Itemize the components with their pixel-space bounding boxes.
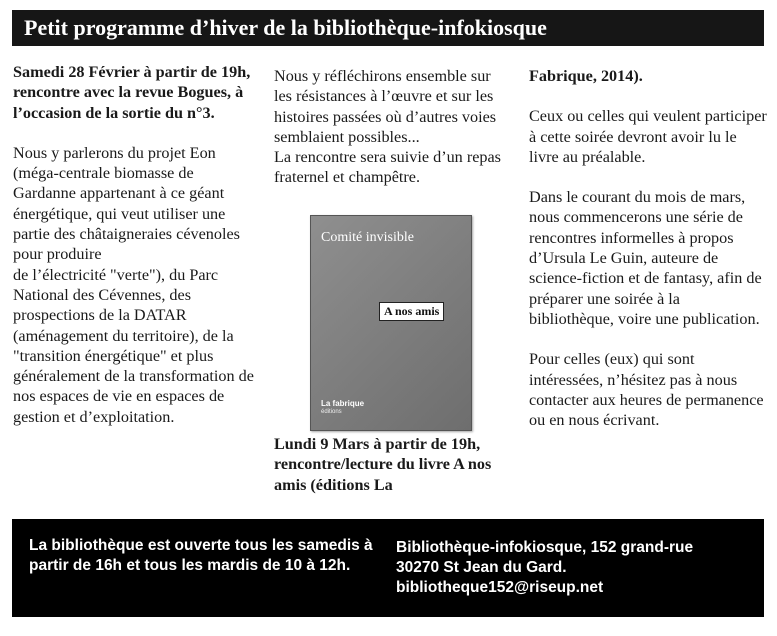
- column-1-paragraph-b: de l’électricité "verte"), du Parc National des Cévennes, des prospections de la DATAR (aménagement du territoire), de la "transition énergétique" et plus généralement de la transformation de nos espaces de vie en espaces de gestion et d’exploitation.: [13, 265, 254, 426]
- contact-block: [396, 538, 756, 598]
- book-cover-image: [310, 215, 472, 431]
- footer-banner: [12, 519, 764, 617]
- column-1-paragraph-a: Nous y parlerons du projet Eon (méga-centrale biomasse de Gardanne appartenant à ce géant énergétique, qui veut utiliser une partie des châtaigneraies cévenoles pour produire: [13, 143, 240, 264]
- book-title: A nos amis: [379, 302, 444, 321]
- event-heading-continuation: Fabrique, 2014).: [529, 67, 643, 85]
- book-publisher: La fabrique: [321, 399, 365, 408]
- column-3-paragraph-2: Dans le courant du mois de mars, nous commencerons une série de rencontres informelles à propos d’Ursula Le Guin, auteure de science-fiction et de fantasy, afin de préparer une soirée à la bibliothèque, voire une publication.: [529, 188, 762, 328]
- column-1: [13, 62, 257, 447]
- page-title: Petit programme d’hiver de la bibliothèque-infokiosque: [12, 10, 764, 46]
- opening-hours: La bibliothèque est ouverte tous les samedis à partir de 16h et tous les mardis de 10 à 12h.: [29, 537, 373, 574]
- email-link[interactable]: bibliotheque152@riseup.net: [396, 579, 604, 596]
- address-line-1: Bibliothèque-infokiosque, 152 grand-rue: [396, 539, 694, 556]
- column-3-paragraph-3: Pour celles (eux) qui sont intéressées, n’hésitez pas à nous contacter aux heures de permanence ou en nous écrivant.: [529, 350, 764, 430]
- address-line-2: 30270 St Jean du Gard.: [396, 559, 567, 576]
- column-3: [529, 66, 767, 450]
- book-author: Comité invisible: [321, 230, 414, 245]
- column-3-paragraph-1: Ceux ou celles qui veulent participer à cette soirée devront avoir lu le livre au préalable.: [529, 107, 767, 166]
- event-heading-february: Samedi 28 Février à partir de 19h, rencontre avec la revue Bogues, à l’occasion de la sortie du n°3.: [13, 63, 251, 122]
- column-2-paragraph-b: La rencontre sera suivie d’un repas fraternel et champêtre.: [274, 148, 501, 187]
- column-2-paragraph-a: Nous y réfléchirons ensemble sur les résistances à l’œuvre et sur les histoires passées où d’autres voies semblaient possibles...: [274, 67, 497, 146]
- book-edition-label: éditions: [321, 409, 342, 415]
- event-heading-march: Lundi 9 Mars à partir de 19h, rencontre/lecture du livre A nos amis (éditions La: [274, 435, 492, 494]
